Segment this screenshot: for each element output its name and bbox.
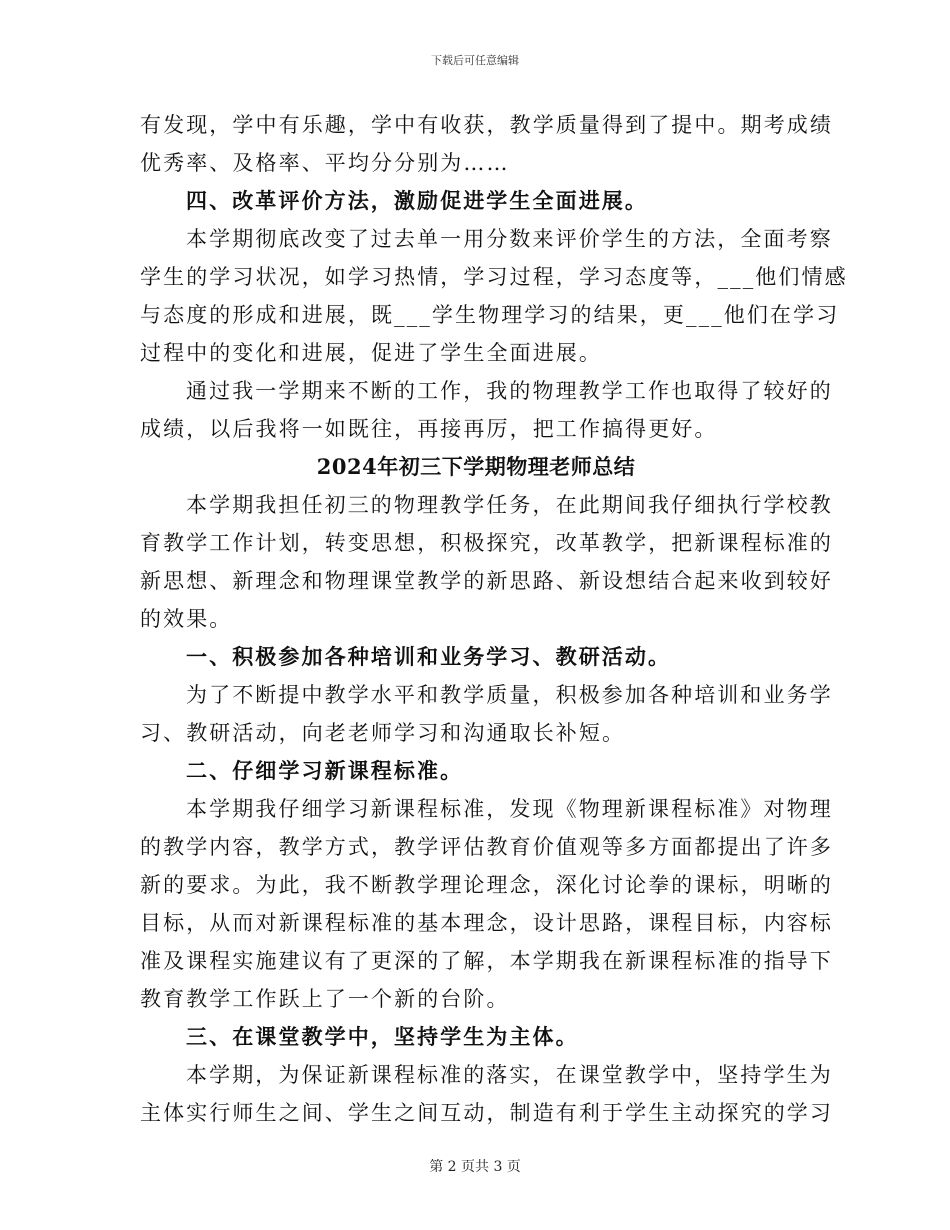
paragraph-line: 的效果。	[140, 607, 233, 631]
paragraph-line: 本学期我担任初三的物理教学任务，在此期间我仔细执行学校教	[186, 493, 833, 517]
paragraph-line: 有发现，学中有乐趣，学中有收获，教学质量得到了提中。期考成绩	[140, 113, 833, 137]
paragraph-line: 学生的学习状况，如学习热情，学习过程，学习态度等，___他们情感	[140, 265, 848, 289]
document-body	[140, 106, 848, 1132]
paragraph-line: 新思想、新理念和物理课堂教学的新思路、新设想结合起来收到较好	[140, 569, 833, 593]
section-heading: 一、积极参加各种培训和业务学习、教研活动。	[186, 644, 672, 669]
page-header: 下载后可任意编辑	[431, 54, 519, 67]
paragraph-line: 本学期，为保证新课程标准的落实，在课堂教学中，坚持学生为	[186, 1063, 833, 1087]
paragraph-line: 成绩，以后我将一如既往，再接再厉，把工作搞得更好。	[140, 417, 718, 441]
section-heading: 三、在课堂教学中，坚持学生为主体。	[186, 1024, 579, 1049]
section-heading: 二、仔细学习新课程标准。	[186, 758, 464, 783]
paragraph-line: 过程中的变化和进展，促进了学生全面进展。	[140, 341, 602, 365]
section-heading: 四、改革评价方法，激励促进学生全面进展。	[186, 188, 648, 213]
document-title: 2024年初三下学期物理老师总结	[316, 454, 636, 479]
paragraph-line: 新的要求。为此，我不断教学理论理念，深化讨论拳的课标，明晰的	[140, 873, 833, 897]
paragraph-line: 育教学工作计划，转变思想，积极探究，改革教学，把新课程标准的	[140, 531, 833, 555]
paragraph-line: 主体实行师生之间、学生之间互动，制造有利于学生主动探究的学习	[140, 1101, 833, 1125]
page-footer: 第 2 页共 3 页	[429, 1159, 521, 1175]
paragraph-line: 优秀率、及格率、平均分分别为……	[140, 151, 510, 175]
paragraph-line: 与态度的形成和进展，既___学生物理学习的结果，更___他们在学习	[140, 303, 840, 327]
paragraph-line: 准及课程实施建议有了更深的了解，本学期我在新课程标准的指导下	[140, 949, 833, 973]
paragraph-line: 本学期我仔细学习新课程标准，发现《物理新课程标准》对物理	[186, 797, 833, 821]
paragraph-line: 为了不断提中教学水平和教学质量，积极参加各种培训和业务学	[186, 683, 833, 707]
paragraph-line: 目标，从而对新课程标准的基本理念，设计思路，课程目标，内容标	[140, 911, 833, 935]
paragraph-line: 的教学内容，教学方式，教学评估教育价值观等多方面都提出了许多	[140, 835, 833, 859]
paragraph-line: 教育教学工作跃上了一个新的台阶。	[140, 987, 510, 1011]
paragraph-line: 习、教研活动，向老老师学习和沟通取长补短。	[140, 721, 626, 745]
paragraph-line: 本学期彻底改变了过去单一用分数来评价学生的方法，全面考察	[186, 227, 833, 251]
paragraph-line: 通过我一学期来不断的工作，我的物理教学工作也取得了较好的	[186, 379, 833, 403]
